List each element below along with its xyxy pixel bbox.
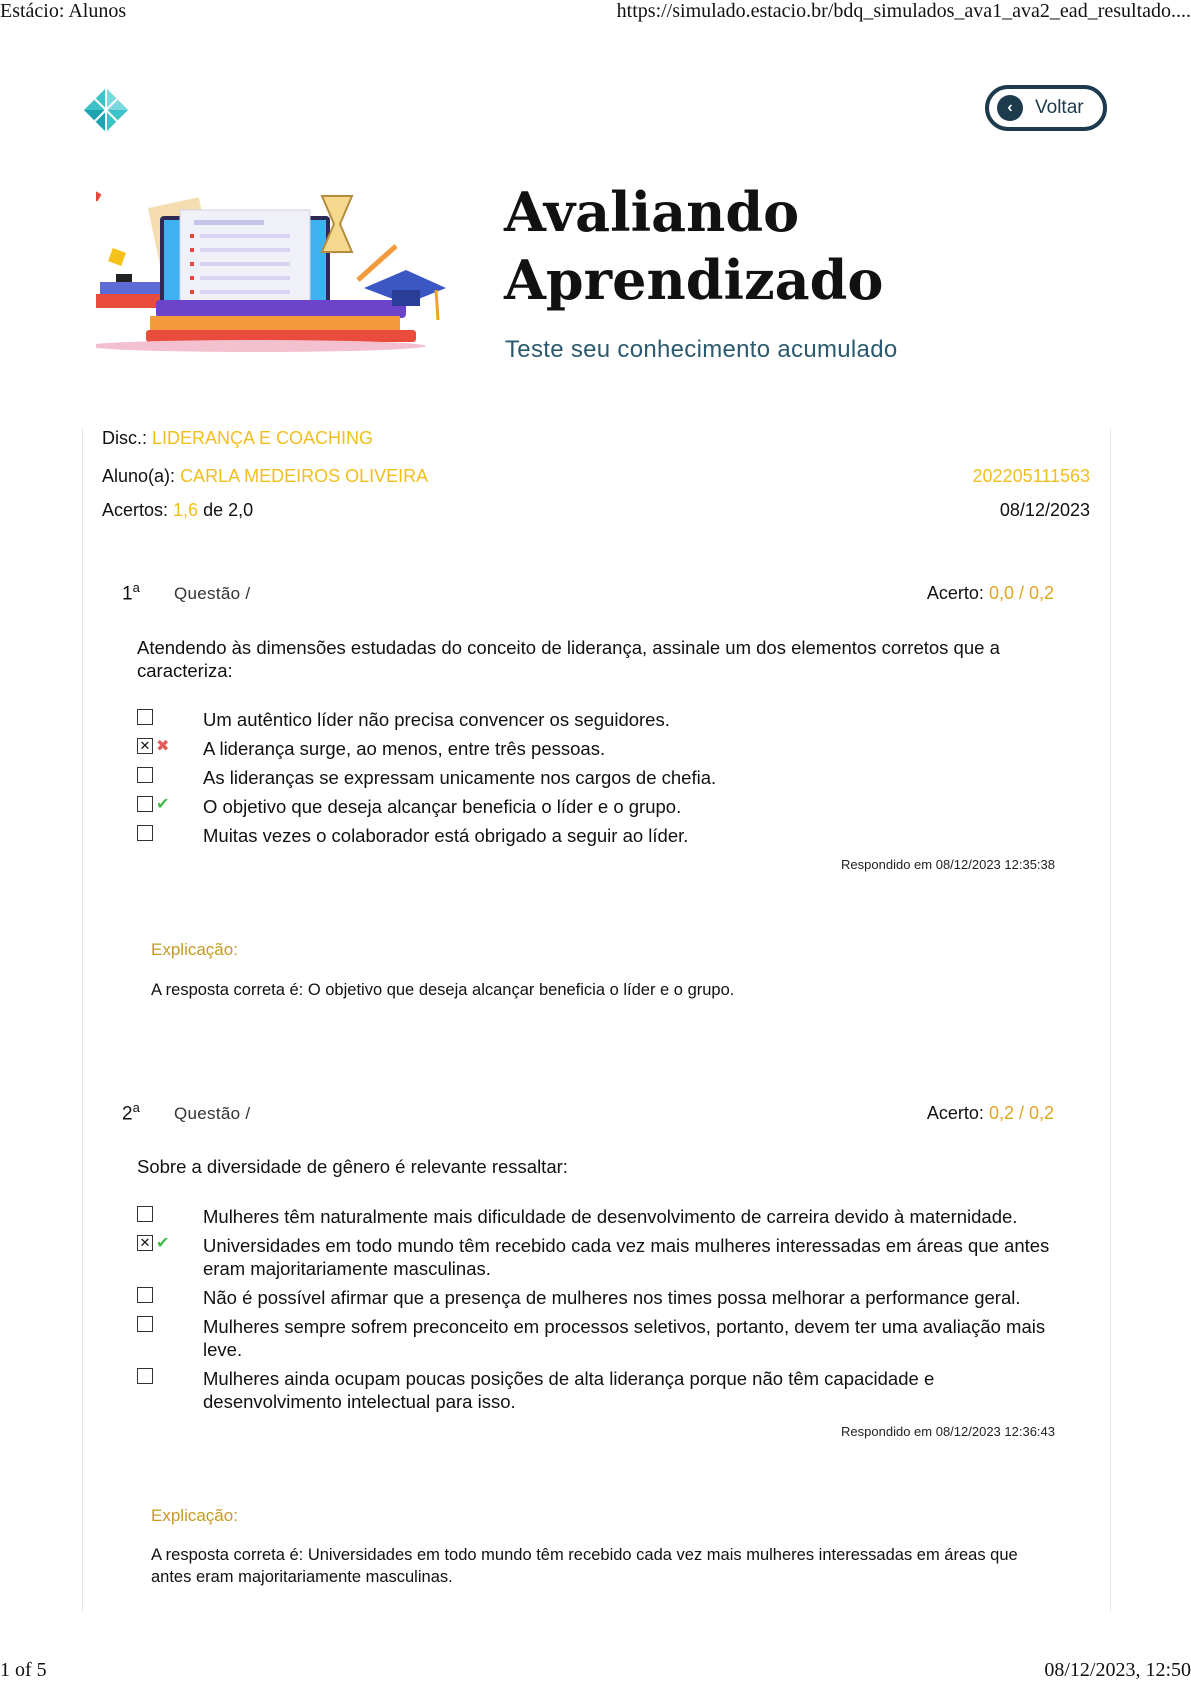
student-value: CARLA MEDEIROS OLIVEIRA bbox=[180, 466, 429, 486]
back-button-label: Voltar bbox=[1035, 97, 1084, 118]
checkbox[interactable] bbox=[137, 1287, 153, 1303]
student-label: Aluno(a): bbox=[102, 466, 176, 486]
discipline-row bbox=[102, 428, 373, 449]
discipline-label: Disc.: bbox=[102, 428, 147, 448]
explanation-label: Explicação: bbox=[151, 940, 238, 959]
option[interactable] bbox=[137, 1367, 1057, 1413]
print-header-title: Estácio: Alunos bbox=[0, 0, 127, 22]
option-text: Muitas vezes o colaborador está obrigado a seguir ao líder. bbox=[203, 825, 689, 846]
page-title-line2: Aprendizado bbox=[504, 248, 884, 312]
incorrect-icon: ✖ bbox=[156, 736, 170, 755]
checkbox[interactable] bbox=[137, 796, 153, 812]
page-title-line1: Avaliando bbox=[504, 180, 800, 244]
question-label: Questão / bbox=[174, 584, 251, 603]
print-footer-datetime: 08/12/2023, 12:50 bbox=[1044, 1659, 1191, 1681]
option-text: Mulheres têm naturalmente mais dificuldade de desenvolvimento de carreira devido à maternidade. bbox=[203, 1206, 1018, 1227]
estacio-logo-icon[interactable] bbox=[82, 86, 130, 134]
exam-date: 08/12/2023 bbox=[999, 500, 1090, 520]
registration-number: 202205111563 bbox=[972, 466, 1090, 486]
score-row bbox=[102, 500, 253, 521]
checkbox[interactable] bbox=[137, 709, 153, 725]
student-row bbox=[102, 466, 428, 487]
option-text: As lideranças se expressam unicamente nos cargos de chefia. bbox=[203, 767, 717, 788]
checkbox[interactable] bbox=[137, 825, 153, 841]
option-text: Um autêntico líder não precisa convencer os seguidores. bbox=[203, 709, 670, 730]
answered-timestamp: Respondido em 08/12/2023 12:35:38 bbox=[841, 857, 1055, 872]
print-header-url: https://simulado.estacio.br/bdq_simulados_ava1_ava2_ead_resultado.... bbox=[616, 0, 1191, 22]
question-score: Acerto: 0,0 / 0,2 bbox=[926, 583, 1054, 603]
study-illustration bbox=[96, 190, 486, 360]
question-text: Atendendo às dimensões estudadas do conceito de liderança, assinale um dos elementos corretos que a caracteriza: bbox=[137, 637, 1000, 681]
checkbox[interactable] bbox=[137, 767, 153, 783]
print-footer-page: 1 of 5 bbox=[0, 1659, 47, 1681]
correct-icon: ✔ bbox=[156, 1233, 170, 1252]
option-text: Universidades em todo mundo têm recebido cada vez mais mulheres interessadas em áreas que antes eram majoritariamente masculinas. bbox=[203, 1235, 1050, 1279]
option[interactable] bbox=[137, 708, 1057, 731]
page-title bbox=[504, 178, 883, 314]
option-text: Mulheres ainda ocupam poucas posições de alta liderança porque não têm capacidade e desenvolvimento intelectual para isso. bbox=[203, 1368, 935, 1412]
score-label: Acertos: bbox=[102, 500, 169, 520]
discipline-value: LIDERANÇA E COACHING bbox=[152, 428, 374, 448]
checkbox[interactable] bbox=[137, 1368, 153, 1384]
chevron-left-icon: ‹ bbox=[997, 95, 1023, 121]
checkbox-checked[interactable]: ✕ bbox=[137, 738, 153, 754]
question-number: 1$^a$ bbox=[122, 580, 140, 605]
option[interactable] bbox=[137, 824, 1057, 847]
option-selected[interactable] bbox=[137, 737, 1057, 760]
explanation-text: A resposta correta é: Universidades em todo mundo têm recebido cada vez mais mulheres interessadas em áreas que antes eram majoritariamente masculinas. bbox=[151, 1546, 1018, 1586]
option-text: O objetivo que deseja alcançar beneficia o líder e o grupo. bbox=[203, 796, 682, 817]
option-selected[interactable] bbox=[137, 1234, 1057, 1280]
explanation-text: A resposta correta é: O objetivo que deseja alcançar beneficia o líder e o grupo. bbox=[151, 981, 735, 999]
option[interactable] bbox=[137, 1205, 1057, 1228]
option[interactable] bbox=[137, 1315, 1057, 1361]
explanation-label: Explicação: bbox=[151, 1506, 238, 1525]
option-text: Não é possível afirmar que a presença de mulheres nos times possa melhorar a performance geral. bbox=[203, 1287, 1021, 1308]
option[interactable] bbox=[137, 1286, 1057, 1309]
option-correct[interactable] bbox=[137, 795, 1057, 818]
question-label: Questão / bbox=[174, 1104, 251, 1123]
question-number: 2$^a$ bbox=[122, 1100, 140, 1125]
checkbox-checked[interactable]: ✕ bbox=[137, 1235, 153, 1251]
question-score: Acerto: 0,2 / 0,2 bbox=[926, 1103, 1054, 1123]
option-text: Mulheres sempre sofrem preconceito em processos seletivos, portanto, devem ter uma avaliação mais leve. bbox=[203, 1316, 1046, 1360]
question-text: Sobre a diversidade de gênero é relevante ressaltar: bbox=[137, 1156, 568, 1177]
answered-timestamp: Respondido em 08/12/2023 12:36:43 bbox=[841, 1424, 1055, 1439]
correct-icon: ✔ bbox=[156, 794, 170, 813]
page-subtitle: Teste seu conhecimento acumulado bbox=[505, 336, 898, 363]
score-value: 1,6 bbox=[173, 500, 199, 520]
option[interactable] bbox=[137, 766, 1057, 789]
score-total: de 2,0 bbox=[203, 500, 254, 520]
checkbox[interactable] bbox=[137, 1206, 153, 1222]
checkbox[interactable] bbox=[137, 1316, 153, 1332]
option-text: A liderança surge, ao menos, entre três pessoas. bbox=[203, 738, 606, 759]
back-button[interactable] bbox=[985, 85, 1107, 131]
